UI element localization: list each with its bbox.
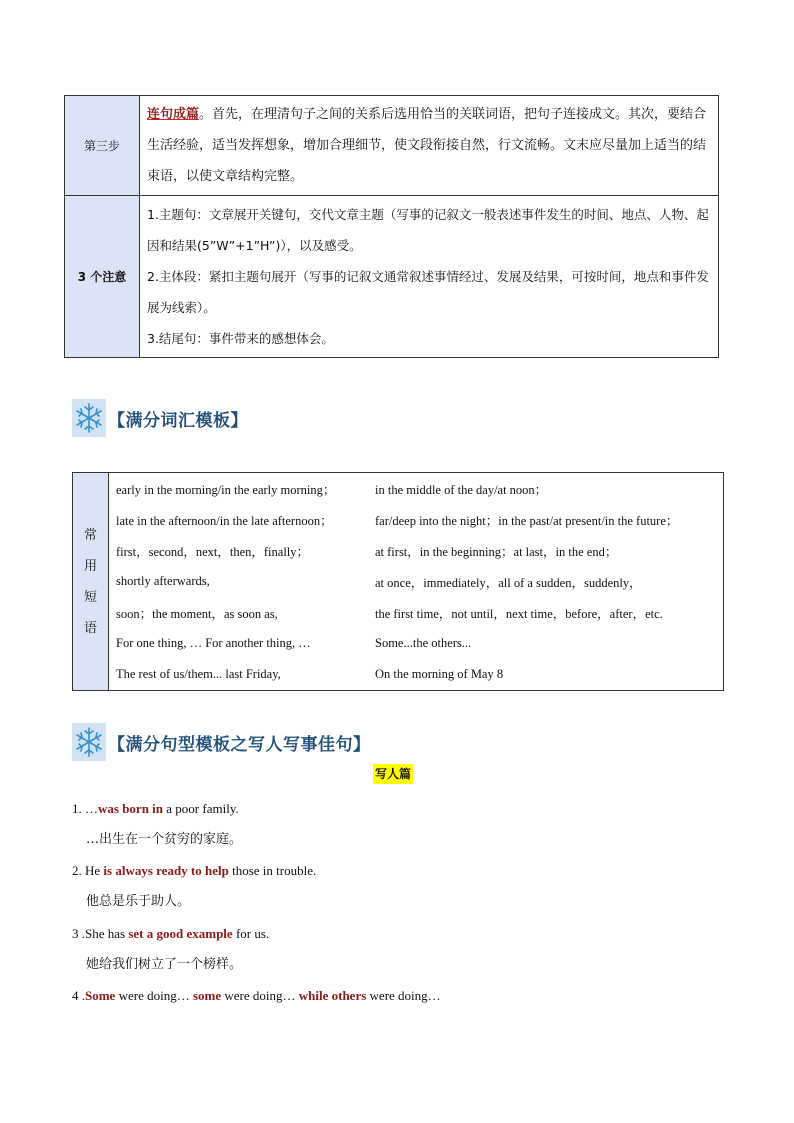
phrase-right: at first，in the beginning；at last，in the end； <box>375 544 618 559</box>
label-char: 用 <box>83 558 97 574</box>
phrase-right: Some...the others... <box>375 636 472 650</box>
vocab-section-heading <box>72 398 248 438</box>
phrase-right: the first time，not until，next time，before，after，etc. <box>375 606 663 621</box>
phrase-left: The rest of us/them... last Friday, <box>116 667 281 681</box>
notes-row <box>65 196 719 358</box>
sentence-1 <box>72 800 239 818</box>
sentences-section-heading <box>72 722 371 762</box>
step3-keyword: 连句成篇 <box>147 107 200 122</box>
note-ending-sentence: 3.结尾句：事件带来的感想体会。 <box>147 331 334 346</box>
phrase-row <box>109 504 723 535</box>
phrase-row <box>109 659 723 690</box>
sentence-text: were doing… <box>366 988 441 1003</box>
phrase-right: far/deep into the night；in the past/at present/in the future； <box>375 513 679 528</box>
sentences-section-title: 【满分句型模板之写人写事佳句】 <box>108 734 371 755</box>
phrases-content <box>109 473 724 691</box>
writing-steps-table <box>64 95 719 358</box>
common-phrases-table <box>72 472 724 691</box>
sentence-4 <box>72 987 441 1005</box>
sentence-text: were doing… <box>221 988 299 1003</box>
note-topic-sentence: 1.主题句：文章展开关键句，交代文章主题（写事的记叙文一般表述事件发生的时间、地点、人物、起因和结果(5”W”+1”H”)），以及感受。 <box>147 207 709 253</box>
sentence-prefix: 3 .She has <box>72 926 129 941</box>
phrase-row <box>109 473 723 504</box>
note-body-paragraph: 2.主体段：紧扣主题句展开（写事的记叙文通常叙述事情经过、发展及结果，可按时间，地点和事件发展为线索）。 <box>147 269 709 315</box>
phrase-row <box>109 597 723 628</box>
label-char: 语 <box>83 620 97 636</box>
step3-row <box>65 96 719 196</box>
label-char: 常 <box>83 527 97 543</box>
label-char: 短 <box>83 589 97 605</box>
sentence-text: a poor family. <box>163 801 239 816</box>
snowflake-icon <box>72 723 106 761</box>
sentence-keyword: is always ready to help <box>103 863 229 878</box>
phrase-left: soon；the moment，as soon as, <box>116 606 278 621</box>
phrase-row <box>109 628 723 659</box>
snowflake-icon <box>72 399 106 437</box>
sentence-keyword: Some <box>85 988 116 1003</box>
translation-1: …出生在一个贫穷的家庭。 <box>86 832 243 847</box>
phrase-left: early in the morning/in the early morning； <box>116 482 336 497</box>
sentence-prefix: 1. … <box>72 801 98 816</box>
sentence-keyword: was born in <box>98 801 164 816</box>
translation-2: 他总是乐于助人。 <box>86 894 191 909</box>
sentence-2 <box>72 862 316 880</box>
translation-3: 她给我们树立了一个榜样。 <box>86 957 243 972</box>
sentence-text: those in trouble. <box>228 863 317 878</box>
sentence-prefix: 4 . <box>72 988 85 1003</box>
phrase-row <box>109 535 723 566</box>
phrase-left: For one thing, … For another thing, … <box>116 636 311 650</box>
vocab-section-title: 【满分词汇模板】 <box>108 410 248 431</box>
step3-label: 第三步 <box>65 96 140 196</box>
sentence-keyword: some <box>192 988 222 1003</box>
phrase-right: in the middle of the day/at noon； <box>375 482 548 497</box>
sentence-keyword: set a good example <box>128 926 233 941</box>
notes-content <box>140 196 719 358</box>
sentence-keyword: while others <box>298 988 367 1003</box>
step3-description: 。首先，在理清句子之间的关系后选用恰当的关联词语，把句子连接成文。其次，要结合生活经验，适当发挥想象，增加合理细节，使文段衔接自然，行文流畅。文末应尽量加上适当的结束语，以使文章结构完整。 <box>147 107 707 184</box>
phrases-label <box>73 473 109 691</box>
phrase-left: late in the afternoon/in the late afternoon； <box>116 513 333 528</box>
describing-people-subheading: 写人篇 <box>373 764 413 784</box>
sentence-text: for us. <box>232 926 270 941</box>
phrase-row <box>109 566 723 597</box>
phrase-right: at once，immediately，all of a sudden，suddenly， <box>375 575 642 590</box>
phrase-right: On the morning of May 8 <box>375 667 504 681</box>
sentence-text: were doing… <box>115 988 193 1003</box>
phrase-left: first，second，next，then，finally； <box>116 544 310 559</box>
step3-content <box>140 96 719 196</box>
sentence-3 <box>72 925 269 943</box>
sentence-prefix: 2. He <box>72 863 104 878</box>
phrase-left: shortly afterwards, <box>116 574 210 588</box>
notes-label: 3 个注意 <box>65 196 140 358</box>
